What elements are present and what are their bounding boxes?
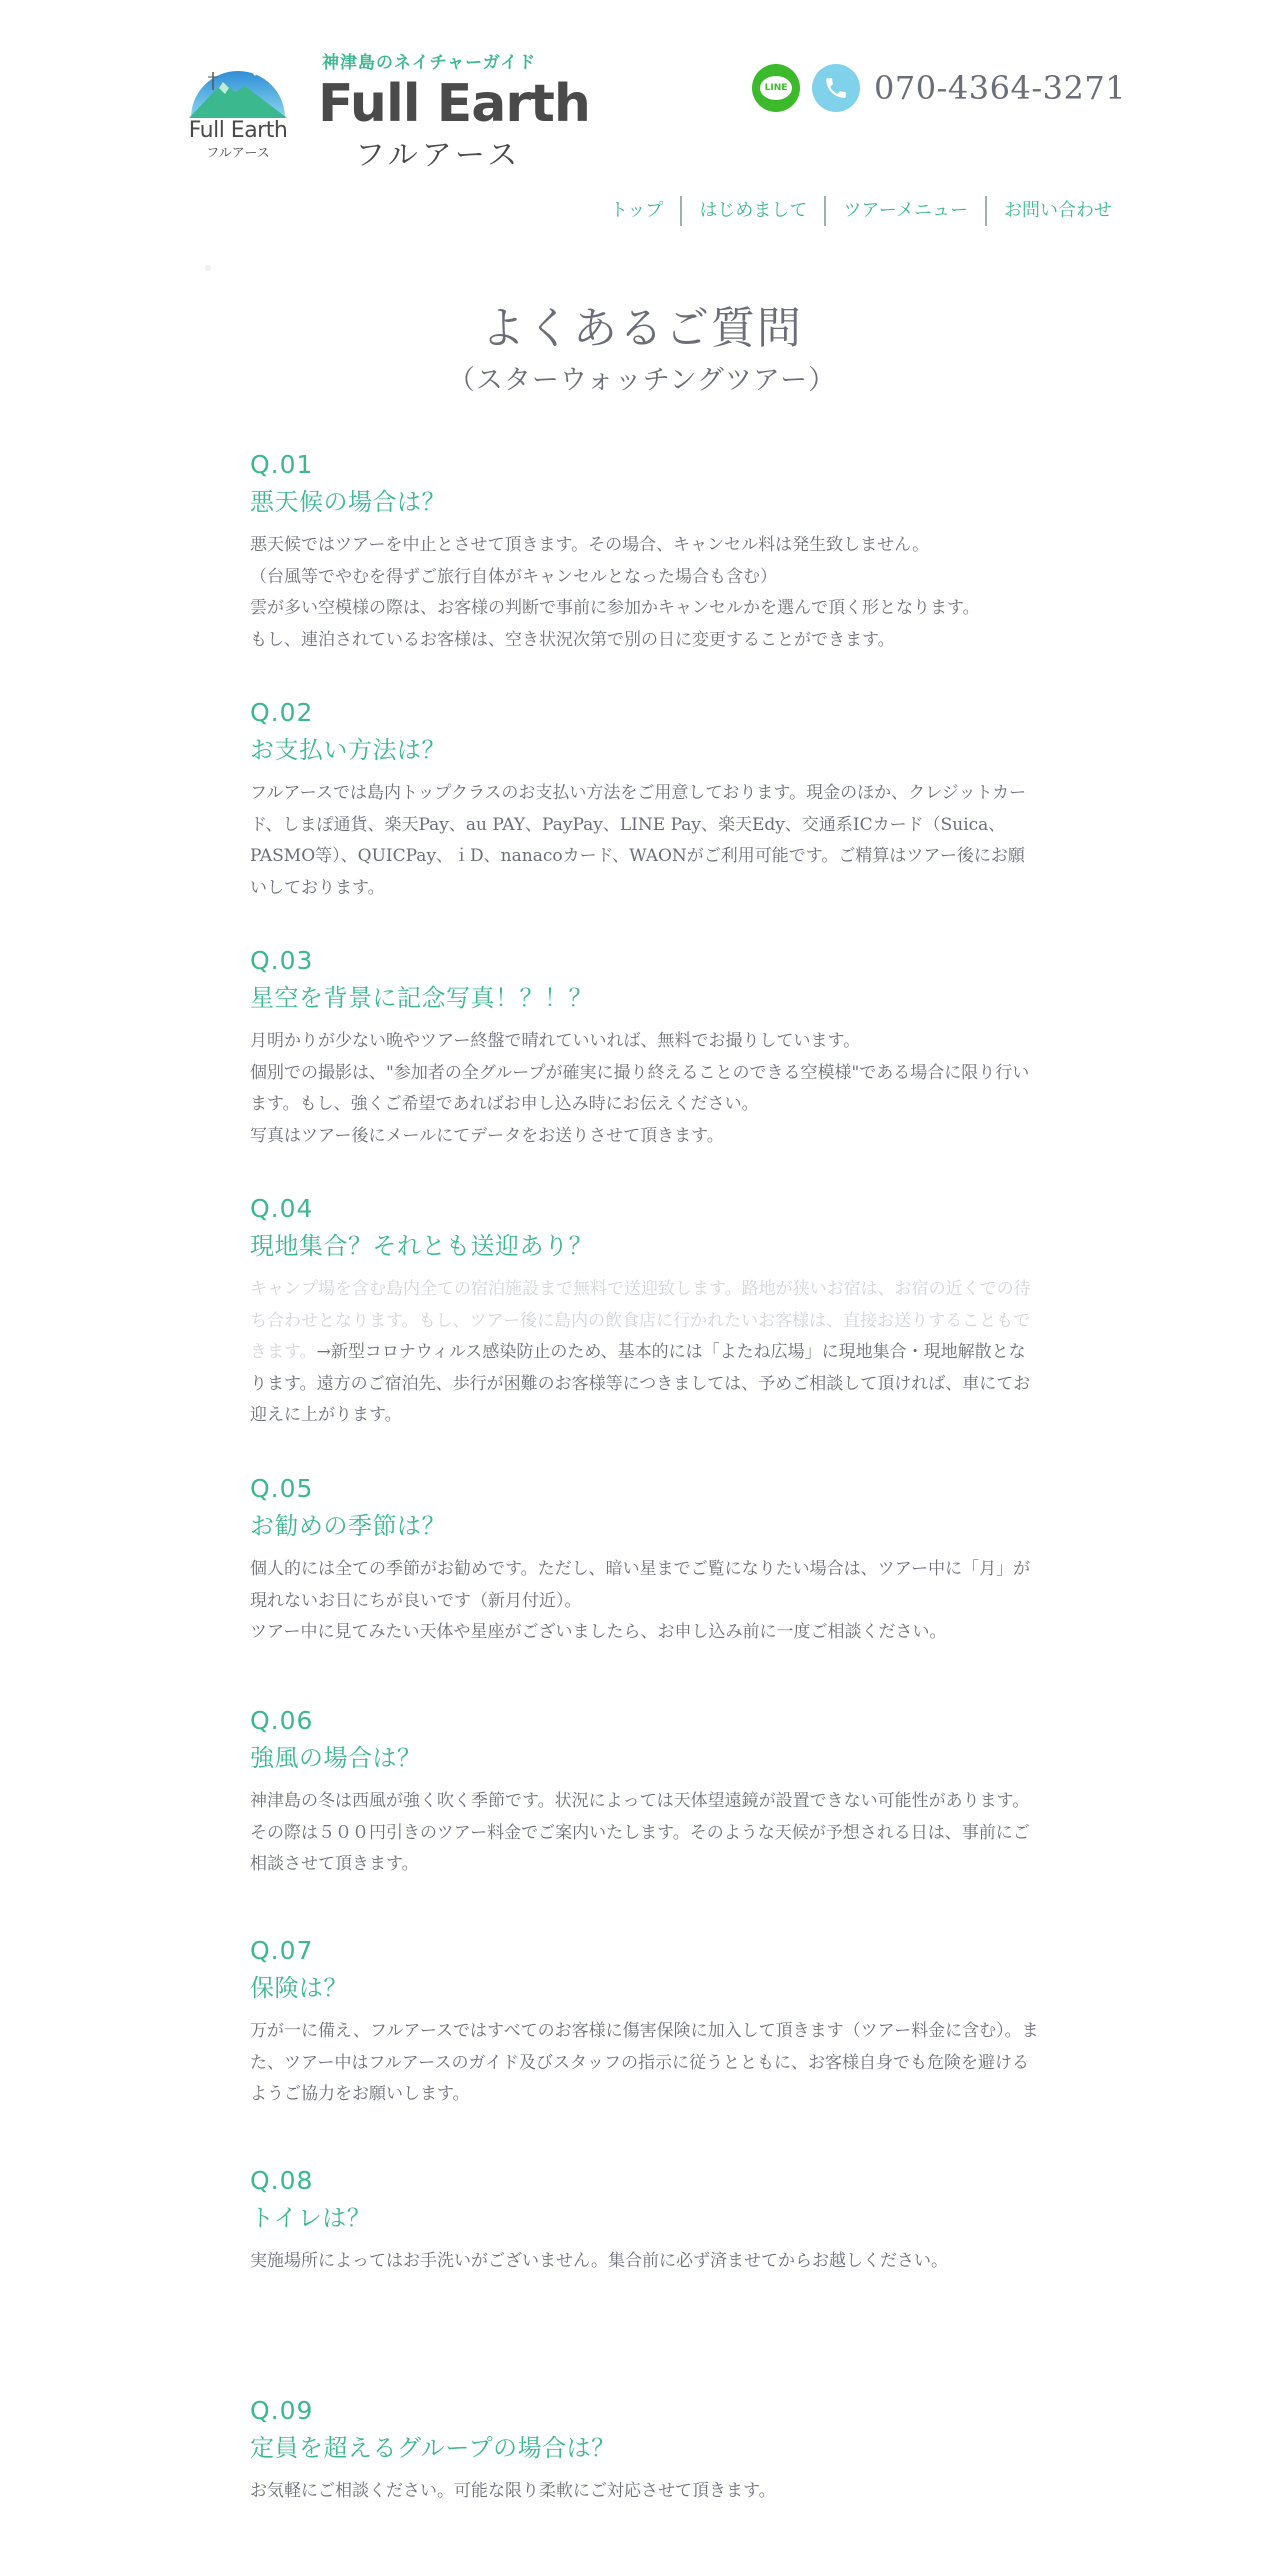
- faq-answer: [250, 1786, 1040, 1881]
- nav-item-contact[interactable]: お問い合わせ: [985, 196, 1112, 226]
- faq-answer-line: 雲が多い空模様の際は、お客様の判断で事前に参加かキャンセルかを選んで頂く形となります。: [250, 598, 980, 618]
- faq-number: Q.05: [250, 1474, 314, 1503]
- faq-number: Q.08: [250, 2166, 314, 2195]
- brand-name-kana: フルアース: [355, 138, 522, 173]
- faq-answer-line: 悪天候ではツアーを中止とさせて頂きます。その場合、キャンセル料は発生致しません。: [250, 535, 930, 555]
- faq-question: 強風の場合は？: [250, 1744, 422, 1772]
- faq-item: [250, 1704, 1040, 1881]
- line-icon-label: LINE: [760, 76, 792, 100]
- faq-question: お支払い方法は？: [250, 736, 446, 764]
- faq-number: Q.02: [250, 698, 314, 727]
- faq-answer: [250, 2476, 1040, 2508]
- faq-answer-line: もし、連泊されているお客様は、空き状況次第で別の日に変更することができます。: [250, 629, 895, 650]
- site-header: [0, 0, 1284, 250]
- faq-answer-line: 写真はツアー後にメールにてデータをお送りさせて頂きます。: [250, 1125, 724, 1146]
- page-title: よくあるご質問: [481, 303, 803, 354]
- logo-mark-kana: フルアース: [206, 146, 270, 161]
- faq-answer-line: ツアー中に見てみたい天体や星座がございましたら、お申し込み前に一度ご相談ください。: [250, 1622, 947, 1642]
- faq-answer-line: 個人的には全ての季節がお勧めです。ただし、暗い星までご覧になりたい場合は、ツアー中に「月」が現れないお日にちが良いです（新月付近）。: [250, 1559, 1031, 1611]
- faq-answer-line: 実施場所によってはお手洗いがございません。集合前に必ず済ませてからお越しください。: [250, 2251, 949, 2271]
- faq-item: [250, 1472, 1040, 1649]
- faq-answer-line: お気軽にご相談ください。可能な限り柔軟にご対応させて頂きます。: [250, 2481, 776, 2501]
- page-subtitle: （スターウォッチングツアー）: [447, 365, 837, 396]
- faq-answer: [250, 1554, 1040, 1649]
- faq-question: 星空を背景に記念写真！？！？: [250, 984, 593, 1012]
- faq-item: [250, 1192, 1040, 1432]
- faq-question: 現地集合？それとも送迎あり？: [250, 1232, 593, 1260]
- nav-item-tour-menu[interactable]: ツアーメニュー: [824, 196, 985, 226]
- nav-item-about[interactable]: はじめまして: [680, 196, 824, 226]
- faq-answer: [250, 1026, 1040, 1152]
- logo-mark-text: Full Earth: [188, 118, 288, 143]
- phone-icon[interactable]: [812, 64, 860, 112]
- faq-number: Q.06: [250, 1706, 314, 1735]
- faq-answer: [250, 2016, 1040, 2111]
- faq-answer-line: フルアースでは島内トップクラスのお支払い方法をご用意しております。現金のほか、クレジットカード、しまぽ通貨、楽天Pay、au PAY、PayPay、LINE Pay、楽天Edy、交通系ICカード（Suica、PASMO等）、QUICPay、ｉD、nanacoカード、WAONがご利用可能です。ご精算はツアー後にお願いしております。: [250, 783, 1027, 898]
- faq-answer: [250, 2246, 1040, 2278]
- faq-answer: [250, 530, 1040, 656]
- faq-item: [250, 2394, 1040, 2508]
- faq-number: Q.07: [250, 1936, 314, 1965]
- faq-question: 悪天候の場合は？: [250, 488, 446, 516]
- faq-number: Q.01: [250, 450, 314, 479]
- faq-item: [250, 448, 1040, 656]
- faq-answer-faded: キャンプ場を含む島内全ての宿泊施設まで無料で送迎致します。路地が狭いお宿は、お宿の近くでの待ち合わせとなります。もし、ツアー後に島内の飲食店に行かれたいお客様は、直接お送りすることもできます。: [250, 1279, 1031, 1362]
- brand-name[interactable]: Full Earth: [318, 74, 590, 134]
- faq-answer-line: 神津島の冬は西風が強く吹く季節です。状況によっては天体望遠鏡が設置できない可能性があります。その際は５００円引きのツアー料金でご案内いたします。そのような天候が予想される日は、事前にご相談させて頂きます。: [250, 1791, 1030, 1874]
- decorative-dot: [205, 265, 211, 271]
- phone-number[interactable]: 070-4364-3271: [874, 69, 1127, 107]
- line-icon[interactable]: [752, 64, 800, 112]
- faq-item: [250, 696, 1040, 904]
- faq-answer-line: 月明かりが少ない晩やツアー終盤で晴れていいれば、無料でお撮りしています。: [250, 1031, 861, 1051]
- phone-handset-icon: [823, 75, 849, 101]
- faq-answer-line: （台風等でやむを得ずご旅行自体がキャンセルとなった場合も含む）: [250, 566, 777, 587]
- faq-item: [250, 1934, 1040, 2111]
- faq-question: お勧めの季節は？: [250, 1512, 446, 1540]
- faq-answer-line: 万が一に備え、フルアースではすべてのお客様に傷害保険に加入して頂きます（ツアー料金に含む）。また、ツアー中はフルアースのガイド及びスタッフの指示に従うとともに、お客様自身でも危険を避けるようご協力をお願いします。: [250, 2021, 1039, 2104]
- faq-number: Q.04: [250, 1194, 314, 1223]
- faq-answer-line: →新型コロナウィルス感染防止のため、基本的には「よたね広場」に現地集合・現地解散となります。遠方のご宿泊先、歩行が困難のお客様等につきましては、予めご相談して頂ければ、車にてお迎えに上がります。: [250, 1342, 1031, 1425]
- faq-number: Q.09: [250, 2396, 314, 2425]
- faq-number: Q.03: [250, 946, 314, 975]
- faq-answer-line: 個別での撮影は、"参加者の全グループが確実に撮り終えることのできる空模様"である場合に限り行います。もし、強くご希望であればお申し込み時にお伝えください。: [250, 1062, 1030, 1114]
- faq-item: [250, 944, 1040, 1152]
- nav-item-top[interactable]: トップ: [609, 200, 664, 221]
- main-nav: [593, 196, 1112, 226]
- faq-question: トイレは？: [250, 2204, 372, 2232]
- faq-question: 保険は？: [250, 1974, 348, 2002]
- faq-question: 定員を超えるグループの場合は？: [250, 2434, 616, 2462]
- faq-answer: [250, 778, 1040, 904]
- faq-item: [250, 2164, 1040, 2278]
- contact-bar: [752, 62, 1126, 114]
- site-tagline: 神津島のネイチャーガイド: [322, 53, 537, 73]
- faq-answer: [250, 1274, 1040, 1432]
